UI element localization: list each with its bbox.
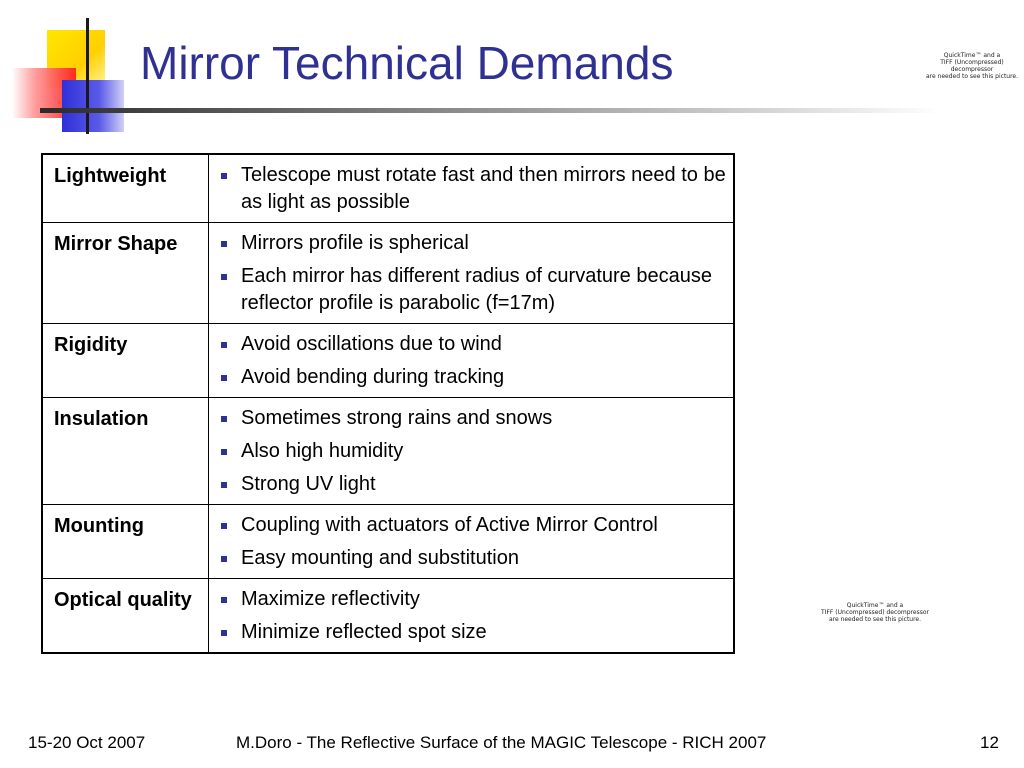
square-bullet-icon bbox=[221, 449, 227, 455]
row-items bbox=[209, 398, 735, 505]
table-row bbox=[42, 223, 734, 324]
bullet-list bbox=[219, 331, 727, 391]
list-item-text: Strong UV light bbox=[241, 473, 376, 495]
list-item-text: Easy mounting and substitution bbox=[241, 547, 519, 569]
vertical-rule bbox=[86, 18, 89, 134]
list-item-text: Also high humidity bbox=[241, 440, 404, 462]
row-items bbox=[209, 324, 735, 398]
list-item bbox=[219, 405, 727, 432]
row-label: Optical quality bbox=[42, 579, 209, 654]
table-row bbox=[42, 398, 734, 505]
list-item bbox=[219, 263, 727, 317]
row-label: Lightweight bbox=[42, 154, 209, 223]
list-item bbox=[219, 438, 727, 465]
row-items bbox=[209, 223, 735, 324]
demands-table bbox=[41, 153, 735, 654]
list-item-text: Coupling with actuators of Active Mirror Control bbox=[241, 514, 658, 536]
square-bullet-icon bbox=[221, 274, 227, 280]
placeholder-line: QuickTime™ and a bbox=[943, 52, 1001, 59]
table-row bbox=[42, 154, 734, 223]
table-row bbox=[42, 579, 734, 654]
row-label: Insulation bbox=[42, 398, 209, 505]
page-title: Mirror Technical Demands bbox=[140, 37, 674, 89]
placeholder-line: are needed to see this picture. bbox=[925, 73, 1019, 80]
row-label: Mirror Shape bbox=[42, 223, 209, 324]
list-item bbox=[219, 364, 727, 391]
placeholder-line: QuickTime™ and a bbox=[846, 602, 904, 609]
blue-square bbox=[62, 80, 124, 132]
list-item-text: Telescope must rotate fast and then mirrors need to be as light as possible bbox=[241, 164, 726, 213]
square-bullet-icon bbox=[221, 416, 227, 422]
list-item-text: Maximize reflectivity bbox=[241, 588, 420, 610]
bullet-list bbox=[219, 512, 727, 572]
list-item bbox=[219, 162, 727, 216]
placeholder-line: TIFF (Uncompressed) decompressor bbox=[821, 609, 929, 616]
square-bullet-icon bbox=[221, 556, 227, 562]
list-item bbox=[219, 512, 727, 539]
quicktime-placeholder-top bbox=[920, 52, 1024, 80]
list-item-text: Minimize reflected spot size bbox=[241, 621, 487, 643]
square-bullet-icon bbox=[221, 630, 227, 636]
bullet-list bbox=[219, 230, 727, 317]
list-item bbox=[219, 586, 727, 613]
bullet-list bbox=[219, 586, 727, 646]
square-bullet-icon bbox=[221, 523, 227, 529]
list-item bbox=[219, 230, 727, 257]
page-number: 12 bbox=[980, 733, 999, 752]
list-item-text: Sometimes strong rains and snows bbox=[241, 407, 553, 429]
row-label: Mounting bbox=[42, 505, 209, 579]
list-item bbox=[219, 545, 727, 572]
table-row bbox=[42, 505, 734, 579]
decorative-logo bbox=[0, 0, 140, 140]
list-item-text: Mirrors profile is spherical bbox=[241, 232, 469, 254]
square-bullet-icon bbox=[221, 173, 227, 179]
list-item bbox=[219, 471, 727, 498]
list-item-text: Avoid oscillations due to wind bbox=[241, 333, 502, 355]
list-item-text: Avoid bending during tracking bbox=[241, 366, 505, 388]
list-item-text: Each mirror has different radius of curvature because reflector profile is parabolic (f=17m) bbox=[241, 265, 712, 314]
square-bullet-icon bbox=[221, 482, 227, 488]
quicktime-placeholder-bottom bbox=[815, 602, 935, 623]
row-items bbox=[209, 505, 735, 579]
row-items bbox=[209, 154, 735, 223]
list-item bbox=[219, 331, 727, 358]
square-bullet-icon bbox=[221, 597, 227, 603]
placeholder-line: TIFF (Uncompressed) decompressor bbox=[940, 59, 1004, 73]
square-bullet-icon bbox=[221, 241, 227, 247]
square-bullet-icon bbox=[221, 375, 227, 381]
row-label: Rigidity bbox=[42, 324, 209, 398]
row-items bbox=[209, 579, 735, 654]
bullet-list bbox=[219, 405, 727, 498]
square-bullet-icon bbox=[221, 342, 227, 348]
footer-date: 15-20 Oct 2007 bbox=[28, 733, 146, 752]
placeholder-line: are needed to see this picture. bbox=[828, 616, 922, 623]
title-underline bbox=[40, 108, 940, 113]
footer-title: M.Doro - The Reflective Surface of the MAGIC Telescope - RICH 2007 bbox=[236, 733, 767, 752]
list-item bbox=[219, 619, 727, 646]
table-row bbox=[42, 324, 734, 398]
bullet-list bbox=[219, 162, 727, 216]
